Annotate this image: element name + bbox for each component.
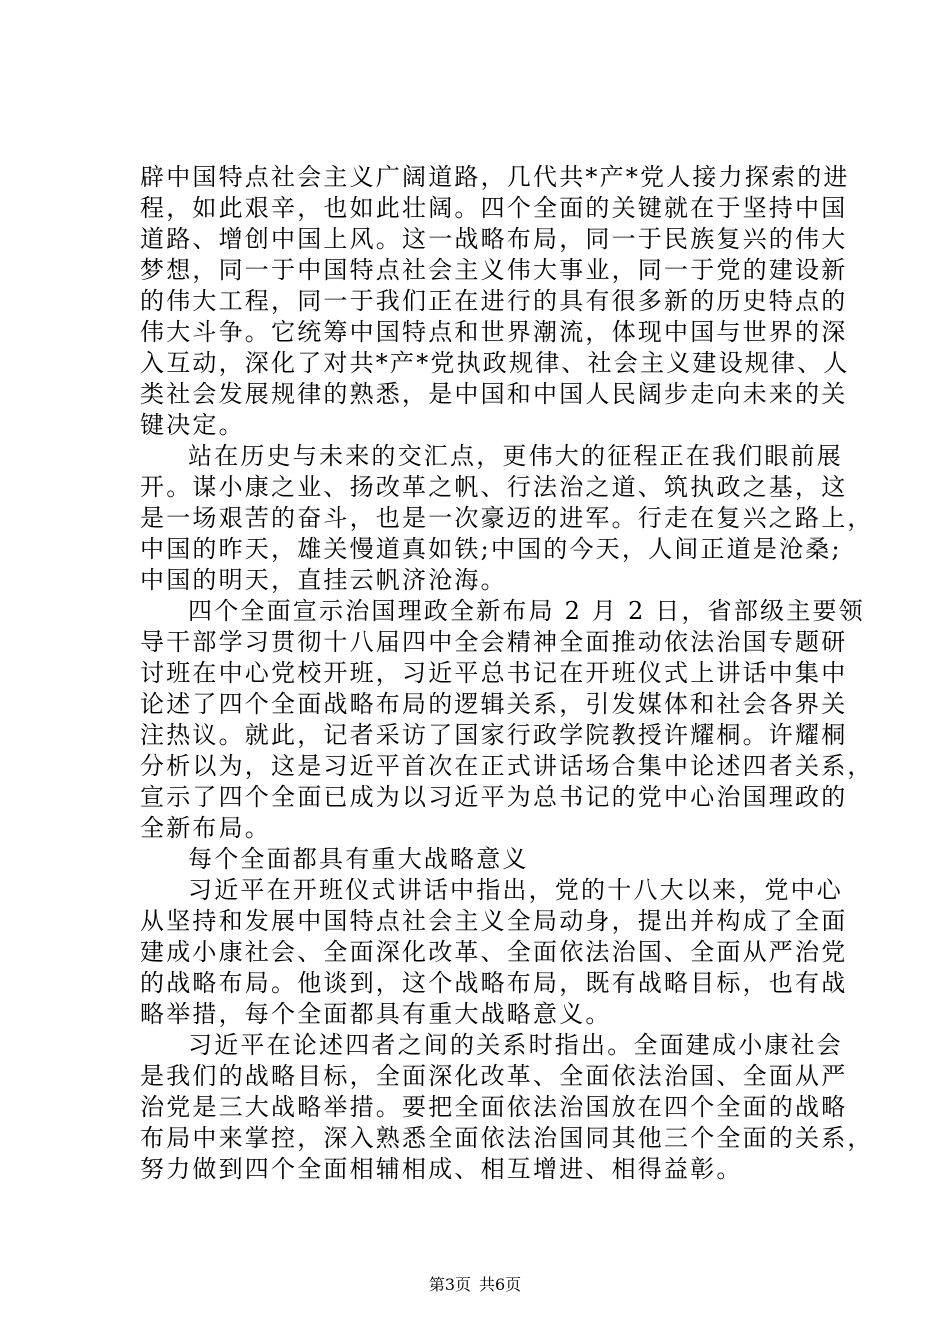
paragraph-start-line: 习近平在论述四者之间的关系时指出。全面建成小康社会	[188, 1031, 843, 1059]
page-number: 第3页	[428, 1275, 471, 1294]
page-total: 共6页	[479, 1275, 522, 1294]
text-line: 程，如此艰辛，也如此壮阔。四个全面的关键就在于坚持中国	[140, 194, 848, 222]
paragraph-start-line: 站在历史与未来的交汇点，更伟大的征程正在我们眼前展	[188, 442, 843, 470]
text-line: 从坚持和发展中国特点社会主义全局动身，提出并构成了全面	[140, 907, 848, 935]
text-line: 中国的昨天，雄关慢道真如铁;中国的今天，人间正道是沧桑;	[140, 535, 842, 563]
text-line: 是一场艰苦的奋斗，也是一次豪迈的进军。行走在复兴之路上，	[140, 504, 874, 532]
text-line: 类社会发展规律的熟悉，是中国和中国人民阔步走向未来的关	[140, 380, 848, 408]
text-line: 建成小康社会、全面深化改革、全面依法治国、全面从严治党	[140, 938, 848, 966]
text-line: 布局中来掌控，深入熟悉全面依法治国同其他三个全面的关系，	[140, 1124, 874, 1152]
text-line: 中国的明天，直挂云帆济沧海。	[140, 566, 507, 594]
text-line: 努力做到四个全面相辅相成、相互增进、相得益彰。	[140, 1155, 743, 1183]
text-line: 开。谋小康之业、扬改革之帆、行法治之道、筑执政之基，这	[140, 473, 848, 501]
text-line: 伟大斗争。它统筹中国特点和世界潮流，体现中国与世界的深	[140, 318, 848, 346]
text-line: 注热议。就此，记者采访了国家行政学院教授许耀桐。许耀桐	[140, 721, 848, 749]
text-line: 导干部学习贯彻十八届四中全会精神全面推动依法治国专题研	[140, 628, 848, 656]
paragraph-start-line: 四个全面宣示治国理政全新布局 2 月 2 日，省部级主要领	[188, 597, 865, 625]
text-line: 道路、增创中国上风。这一战略布局，同一于民族复兴的伟大	[140, 225, 848, 253]
text-line: 是我们的战略目标，全面深化改革、全面依法治国、全面从严	[140, 1062, 848, 1090]
section-heading: 每个全面都具有重大战略意义	[188, 845, 529, 873]
text-line: 键决定。	[140, 411, 245, 439]
document-body	[140, 162, 874, 1185]
text-line: 的伟大工程，同一于我们正在进行的具有很多新的历史特点的	[140, 287, 848, 315]
text-line: 全新布局。	[140, 814, 271, 842]
paragraph-start-line: 习近平在开班仪式讲话中指出，党的十八大以来，党中心	[188, 876, 843, 904]
text-line: 辟中国特点社会主义广阔道路，几代共*产*党人接力探索的进	[140, 163, 850, 191]
text-line: 讨班在中心党校开班，习近平总书记在开班仪式上讲话中集中	[140, 659, 848, 687]
text-line: 的战略布局。他谈到，这个战略布局，既有战略目标，也有战	[140, 969, 848, 997]
text-line: 分析以为，这是习近平首次在正式讲话场合集中论述四者关系，	[140, 752, 874, 780]
text-line: 入互动，深化了对共*产*党执政规律、社会主义建设规律、人	[140, 349, 850, 377]
text-line: 宣示了四个全面已成为以习近平为总书记的党中心治国理政的	[140, 783, 848, 811]
text-line: 梦想，同一于中国特点社会主义伟大事业，同一于党的建设新	[140, 256, 848, 284]
text-line: 略举措，每个全面都具有重大战略意义。	[140, 1000, 612, 1028]
text-line: 论述了四个全面战略布局的逻辑关系，引发媒体和社会各界关	[140, 690, 848, 718]
text-line: 治党是三大战略举措。要把全面依法治国放在四个全面的战略	[140, 1093, 848, 1121]
page-footer	[0, 1272, 950, 1295]
